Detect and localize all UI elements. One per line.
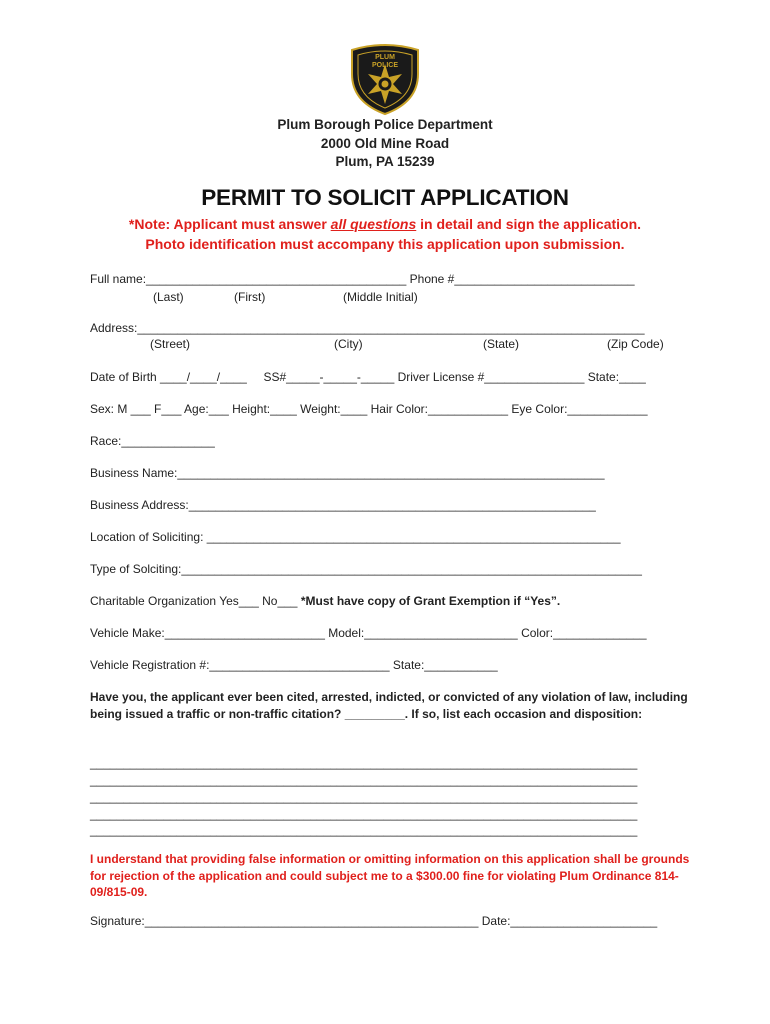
citation-question: Have you, the applicant ever been cited, arrested, indicted, or convicted of any violation of law, including being issued a traffic or non-traffic citation? _________. If so, list each occasion and disposition: bbox=[90, 690, 688, 721]
answer-line[interactable]: __________________________________________________________________________________ bbox=[90, 756, 638, 770]
charitable-label: Charitable Organization Yes___ No___ bbox=[90, 594, 301, 608]
answer-line[interactable]: __________________________________________________________________________________ bbox=[90, 773, 638, 787]
police-badge-logo bbox=[346, 44, 424, 116]
type-of-soliciting-field[interactable]: Type of Solciting:_____________________________________________________________________ bbox=[90, 562, 642, 576]
name-middle-label: (Middle Initial) bbox=[343, 290, 418, 304]
false-information-warning: I understand that providing false information or omitting information on this application shall be grounds for rejection of the application and could subject me to a $300.00 fine for violating Plum Ordinance 814-09/815-09. bbox=[90, 852, 690, 899]
charitable-organization-field[interactable] bbox=[90, 594, 560, 608]
address-field[interactable]: Address:____________________________________________________________________________ bbox=[90, 321, 645, 335]
full-name-field[interactable]: Full name:_______________________________________ Phone #___________________________ bbox=[90, 272, 635, 286]
note-part1: *Note: Applicant must answer bbox=[128, 216, 331, 232]
address-city-label: (City) bbox=[334, 337, 363, 351]
page-title: PERMIT TO SOLICIT APPLICATION bbox=[201, 185, 569, 210]
name-last-label: (Last) bbox=[153, 290, 184, 304]
race-field[interactable]: Race:______________ bbox=[90, 434, 215, 448]
note-line2: Photo identification must accompany this application upon submission. bbox=[145, 236, 625, 252]
address-zip-label: (Zip Code) bbox=[607, 337, 664, 351]
address-state-label: (State) bbox=[483, 337, 520, 351]
department-header bbox=[0, 116, 770, 172]
note-emphasis: all questions bbox=[330, 216, 417, 232]
badge-text-plum: PLUM bbox=[375, 54, 395, 61]
physical-description-field[interactable]: Sex: M ___ F___ Age:___ Height:____ Weight:____ Hair Color:____________ Eye Color:____________ bbox=[90, 402, 648, 416]
vehicle-registration-field[interactable]: Vehicle Registration #:___________________________ State:___________ bbox=[90, 658, 498, 672]
business-name-field[interactable]: Business Name:________________________________________________________________ bbox=[90, 466, 605, 480]
answer-line[interactable]: __________________________________________________________________________________ bbox=[90, 790, 638, 804]
department-street: 2000 Old Mine Road bbox=[320, 135, 450, 151]
department-city: Plum, PA 15239 bbox=[335, 154, 435, 169]
answer-line[interactable]: __________________________________________________________________________________ bbox=[90, 823, 638, 837]
dob-ssn-license-field[interactable]: Date of Birth ____/____/____ SS#_____-_____-_____ Driver License #_______________ State:____ bbox=[90, 370, 646, 384]
answer-line[interactable]: __________________________________________________________________________________ bbox=[90, 807, 638, 821]
address-street-label: (Street) bbox=[150, 337, 191, 351]
applicant-note bbox=[0, 214, 770, 254]
name-first-label: (First) bbox=[234, 290, 266, 304]
business-address-field[interactable]: Business Address:_____________________________________________________________ bbox=[90, 498, 596, 512]
vehicle-make-field[interactable]: Vehicle Make:________________________ Model:_______________________ Color:______________ bbox=[90, 626, 647, 640]
charitable-requirement: *Must have copy of Grant Exemption if “Yes”. bbox=[300, 594, 561, 608]
department-name: Plum Borough Police Department bbox=[277, 117, 493, 132]
note-part2: in detail and sign the application. bbox=[416, 216, 642, 232]
location-of-soliciting-field[interactable]: Location of Soliciting: ______________________________________________________________ bbox=[90, 530, 621, 544]
badge-text-police: POLICE bbox=[371, 62, 399, 69]
signature-date-field[interactable]: Signature:__________________________________________________ Date:______________________ bbox=[90, 914, 658, 928]
